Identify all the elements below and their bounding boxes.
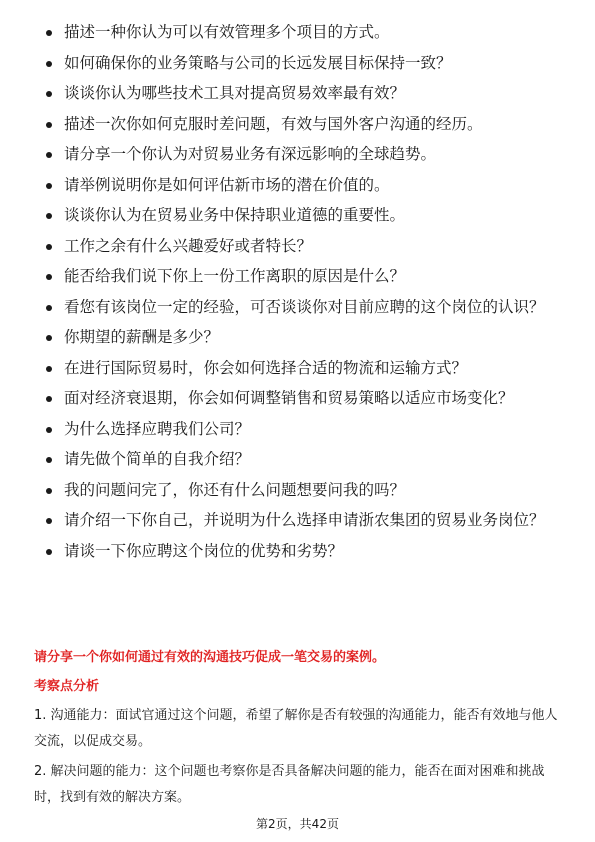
question-text: 请先做个简单的自我介绍？ (64, 450, 251, 468)
bullet-icon (46, 335, 52, 341)
question-text: 谈谈你认为哪些技术工具对提高贸易效率最有效？ (64, 84, 406, 102)
list-item (42, 205, 562, 226)
question-text: 描述一种你认为可以有效管理多个项目的方式。 (64, 23, 390, 41)
bullet-icon (46, 488, 52, 494)
list-item (42, 83, 562, 104)
question-text: 请举例说明你是如何评估新市场的潜在价值的。 (64, 175, 390, 194)
list-item (42, 297, 562, 318)
question-text: 请分享一个你认为对贸易业务有深远影响的全球趋势。 (64, 145, 437, 163)
bullet-icon (46, 122, 52, 128)
list-item (42, 480, 562, 501)
question-text: 请谈一下你应聘这个岗位的优势和劣势？ (64, 541, 344, 560)
question-text: 请介绍一下你自己，并说明为什么选择申请浙农集团的贸易业务岗位？ (64, 511, 545, 529)
bullet-icon (46, 152, 52, 158)
analysis-item: 2. 解决问题的能力：这个问题也考察你是否具备解决问题的能力，能否在面对困难和挑战时，找到有效的解决方案。 (34, 764, 545, 805)
analysis-item: 1. 沟通能力：面试官通过这个问题，希望了解你是否有较强的沟通能力，能否有效地与他人交流，以促成交易。 (34, 708, 558, 749)
bullet-icon (46, 30, 52, 36)
highlight-question: 请分享一个你如何通过有效的沟通技巧促成一笔交易的案例。 (34, 650, 386, 665)
question-text: 描述一次你如何克服时差问题，有效与国外客户沟通的经历。 (64, 114, 483, 133)
list-item (42, 144, 562, 165)
question-text: 看您有该岗位一定的经验，可否谈谈你对目前应聘的这个岗位的认识？ (64, 297, 545, 316)
list-item (42, 388, 562, 409)
question-text: 面对经济衰退期，你会如何调整销售和贸易策略以适应市场变化？ (64, 389, 514, 407)
question-text: 你期望的薪酬是多少？ (64, 328, 220, 346)
question-text: 能否给我们说下你上一份工作离职的原因是什么？ (64, 267, 406, 285)
bullet-icon (46, 305, 52, 311)
bullet-icon (46, 213, 52, 219)
page-number: 第2页，共42页 (256, 817, 339, 831)
list-item (42, 175, 562, 196)
bullet-icon (46, 549, 52, 555)
list-item (42, 236, 562, 257)
list-item (42, 541, 562, 562)
question-text: 谈谈你认为在贸易业务中保持职业道德的重要性。 (64, 206, 406, 224)
list-item (42, 114, 562, 135)
list-item (42, 510, 562, 531)
question-text: 为什么选择应聘我们公司？ (64, 419, 251, 438)
question-text: 工作之余有什么兴趣爱好或者特长？ (64, 236, 313, 255)
list-item (42, 53, 562, 74)
analysis-heading: 考察点分析 (34, 679, 100, 694)
question-list (42, 22, 562, 571)
bullet-icon (46, 457, 52, 463)
bullet-icon (46, 396, 52, 402)
list-item (42, 327, 562, 348)
question-text: 在进行国际贸易时，你会如何选择合适的物流和运输方式？ (64, 358, 468, 377)
list-item (42, 358, 562, 379)
list-item (42, 449, 562, 470)
list-item (42, 419, 562, 440)
bullet-icon (46, 518, 52, 524)
bullet-icon (46, 427, 52, 433)
bullet-icon (46, 61, 52, 67)
bullet-icon (46, 274, 52, 280)
bullet-icon (46, 183, 52, 189)
list-item (42, 22, 562, 43)
analysis-section (34, 648, 564, 815)
bullet-icon (46, 244, 52, 250)
bullet-icon (46, 366, 52, 372)
question-text: 如何确保你的业务策略与公司的长远发展目标保持一致？ (64, 53, 452, 72)
list-item (42, 266, 562, 287)
question-text: 我的问题问完了，你还有什么问题想要问我的吗？ (64, 480, 406, 499)
bullet-icon (46, 91, 52, 97)
